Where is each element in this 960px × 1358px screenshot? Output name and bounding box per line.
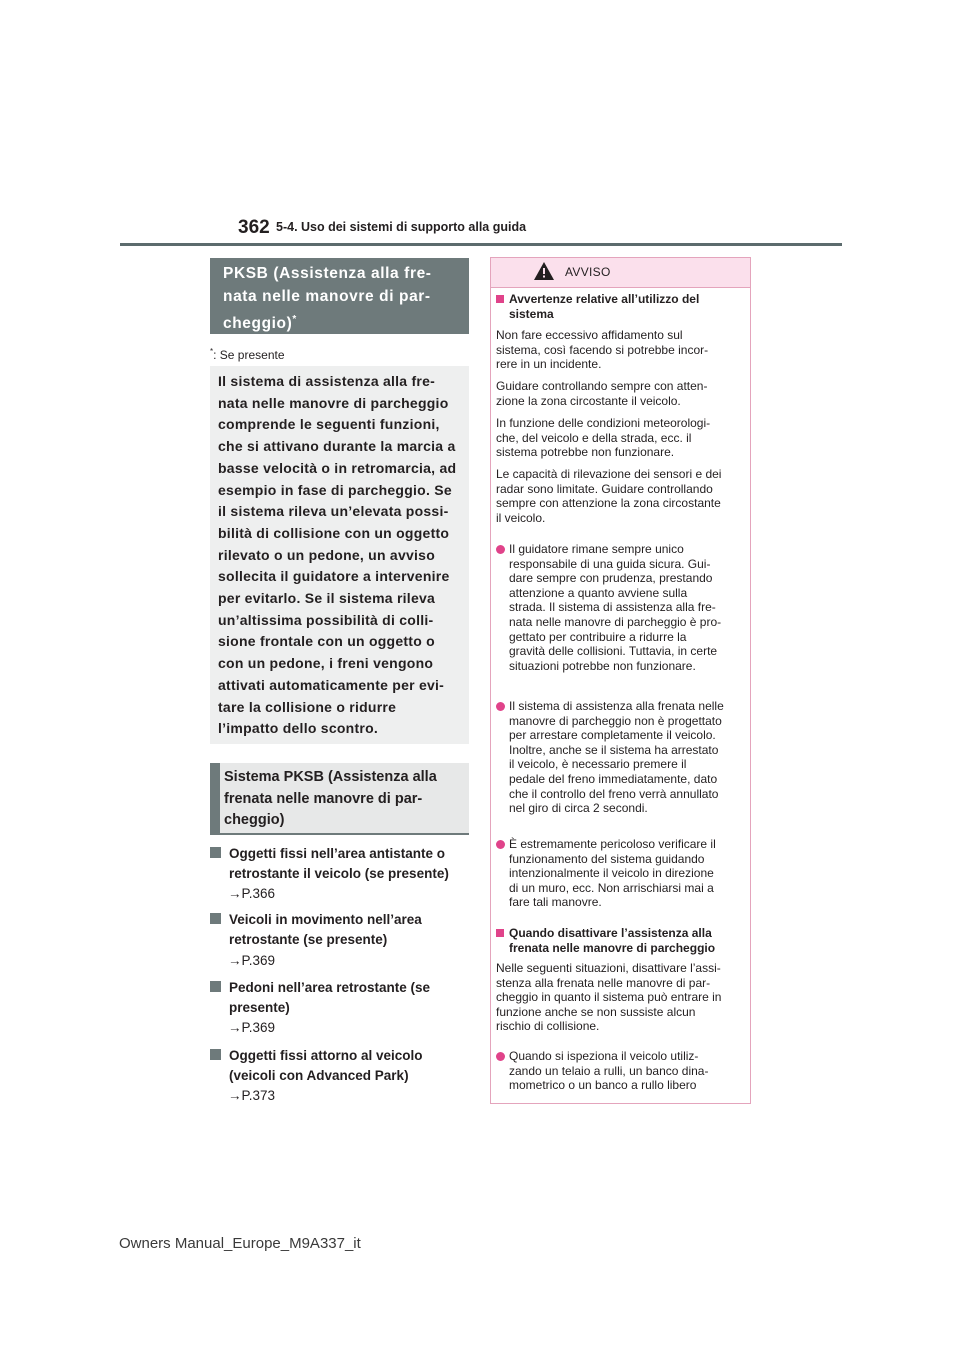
intro-line: il sistema rileva un’elevata possi- [218, 503, 449, 520]
warning-bullet: Quando si ispeziona il veicolo utiliz- zando un telaio a rulli, un banco dina- mometrico o un banco a rullo libero [491, 1049, 768, 1093]
intro-line: che si attivano durante la marcia a [218, 438, 456, 455]
intro-line: tare la collisione o ridurre [218, 698, 397, 715]
intro-line: per evitarlo. Se il sistema rileva [218, 590, 436, 607]
intro-line: comprende le seguenti funzioni, [218, 416, 440, 433]
warning-paragraph: Nelle seguenti situazioni, disattivare l’assi- stenza alla frenata nelle manovre di par- cheggio in quanto il sistema può entrare in funzione anche se non sussiste alcun rischio di collisione. [496, 961, 722, 1034]
header-divider [120, 243, 842, 246]
warning-paragraph: Le capacità di rilevazione dei sensori e dei radar sono limitate. Guidare controllando sempre con attenzione la zona circostante il veicolo. [496, 467, 722, 525]
square-bullet-icon [210, 847, 221, 858]
intro-line: rilevato o un pedone, un avviso [218, 546, 436, 563]
intro-line: con un pedone, i freni vengono [218, 655, 434, 672]
intro-line: esempio in fase di parcheggio. Se [218, 481, 452, 498]
page-reference[interactable]: →P.369 [228, 953, 276, 968]
section-title: 5-4. Uso dei sistemi di supporto alla guida [276, 220, 527, 234]
page-title [210, 258, 469, 334]
warning-triangle-icon [533, 261, 555, 281]
round-bullet-icon [496, 545, 505, 554]
title-line: cheggio)* [223, 314, 297, 333]
footnote: *: Se presente [210, 347, 285, 362]
page-reference[interactable]: →P.373 [228, 1088, 276, 1103]
warning-subheading: Avvertenze relative all’utilizzo del sistema [491, 292, 768, 321]
warning-subheading: Quando disattivare l’assistenza alla frenata nelle manovre di parcheggio [491, 926, 768, 955]
square-bullet-icon [496, 295, 504, 303]
intro-line: un’altissima possibilità di colli- [218, 611, 434, 628]
page-reference[interactable]: →P.366 [228, 886, 276, 901]
subsection-heading [210, 763, 469, 835]
subsection-line: Sistema PKSB (Assistenza alla [224, 769, 437, 785]
round-bullet-icon [496, 840, 505, 849]
intro-line: sione frontale con un oggetto o [218, 633, 435, 650]
warning-bullet: Il guidatore rimane sempre unico responsabile di una guida sicura. Gui- dare sempre con prudenza, prestando attenzione a quanto avviene sulla strada. Il sistema di assistenza alla fre- nata nelle manovre di parcheggio è pro- gettato per contribuire a ridurre la gravità delle collisioni. Tuttavia, in certe situazioni potrebbe non funzionare. [491, 542, 768, 673]
square-bullet-icon [210, 1049, 221, 1060]
subsection-line: cheggio) [224, 812, 285, 829]
warning-paragraph: In funzione delle condizioni meteorologi- che, del veicolo e della strada, ecc. il sistema potrebbe non funzionare. [496, 416, 711, 460]
intro-line: basse velocità o in retromarcia, ad [218, 459, 457, 476]
warning-bullet: È estremamente pericoloso verificare il funzionamento del sistema guidando intenzionalmente il veicolo in direzione di un muro, ecc. Non arrischiarsi mai a fare tali manovre. [491, 837, 768, 910]
intro-line: sollecita il guidatore a intervenire [218, 568, 450, 585]
list-item: Pedoni nell’area retrostante (se presente) [210, 978, 430, 1017]
list-item: Oggetti fissi attorno al veicolo (veicoli con Advanced Park) [210, 1046, 423, 1085]
round-bullet-icon [496, 1052, 505, 1061]
footer-label: Owners Manual_Europe_M9A337_it [119, 1235, 361, 1252]
warning-paragraph: Non fare eccessivo affidamento sul sistema, così facendo si potrebbe incor- rere in un incidente. [496, 328, 709, 372]
intro-line: bilità di collisione con un oggetto [218, 524, 450, 541]
intro-line: Il sistema di assistenza alla fre- [218, 373, 436, 389]
intro-line: nata nelle manovre di parcheggio [218, 394, 449, 411]
title-footnote-mark: * [292, 314, 297, 325]
square-bullet-icon [210, 981, 221, 992]
list-item: Oggetti fissi nell’area antistante o retrostante il veicolo (se presente) [210, 844, 449, 883]
intro-box [210, 366, 469, 744]
square-bullet-icon [496, 929, 504, 937]
warning-paragraph: Guidare controllando sempre con atten- zione la zona circostante il veicolo. [496, 379, 708, 408]
square-bullet-icon [210, 913, 221, 924]
title-line: PKSB (Assistenza alla fre- [223, 265, 432, 282]
warning-bullet: Il sistema di assistenza alla frenata nelle manovre di parcheggio non è progettato per arrestare completamente il veicolo. Inoltre, anche se il sistema ha arrestato il veicolo, è necessario premere il pedale del freno immediatamente, dato che il controllo del freno verrà annullato nel giro di circa 2 secondi. [491, 699, 768, 816]
warning-header [491, 258, 750, 288]
title-line: nata nelle manovre di par- [223, 288, 431, 305]
round-bullet-icon [496, 702, 505, 711]
list-item: Veicoli in movimento nell’area retrostante (se presente) [210, 910, 422, 949]
footnote-mark: * [210, 347, 214, 356]
warning-box [490, 257, 751, 1104]
subsection-line: frenata nelle manovre di par- [224, 790, 423, 807]
page-number: 362 [238, 217, 270, 238]
page-reference[interactable]: →P.369 [228, 1020, 276, 1035]
warning-title: AVVISO [565, 265, 611, 279]
intro-line: l’impatto dello scontro. [218, 720, 379, 737]
intro-line: attivati automaticamente per evi- [218, 676, 445, 693]
